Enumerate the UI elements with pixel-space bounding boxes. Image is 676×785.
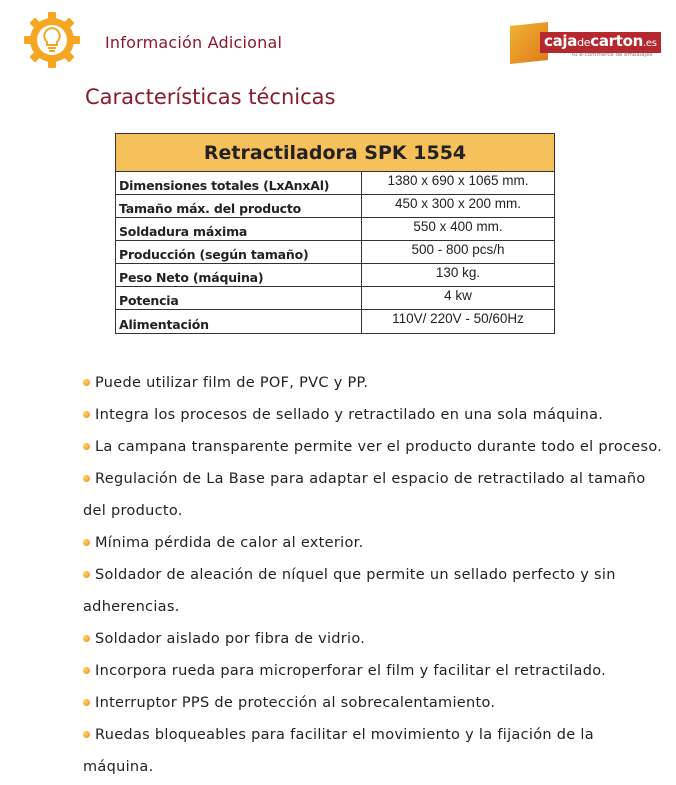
spec-value: 130 kg. xyxy=(435,265,481,280)
spec-row xyxy=(116,172,554,195)
spec-value: 1380 x 690 x 1065 mm. xyxy=(387,173,529,188)
logo-tagline: tu e-commerce de embalajes xyxy=(572,52,653,58)
bullet-icon xyxy=(83,635,90,642)
spec-value: 550 x 400 mm. xyxy=(413,219,503,234)
spec-row xyxy=(116,287,554,310)
spec-label: Tamaño máx. del producto xyxy=(116,195,362,217)
spec-table xyxy=(115,133,555,334)
logo-wordmark: cajadecarton.es xyxy=(540,32,661,53)
spec-label: Peso Neto (máquina) xyxy=(116,264,362,286)
bullet-icon xyxy=(83,731,90,738)
feature-item xyxy=(83,399,663,431)
spec-row xyxy=(116,241,554,264)
spec-label: Alimentación xyxy=(116,310,362,333)
bullet-icon xyxy=(83,571,90,578)
feature-text: Regulación de La Base para adaptar el espacio de retractilado al tamaño del producto. xyxy=(83,471,646,519)
spec-label: Producción (según tamaño) xyxy=(116,241,362,263)
bullet-icon xyxy=(83,667,90,674)
spec-row xyxy=(116,218,554,241)
spec-value: 110V/ 220V - 50/60Hz xyxy=(392,311,524,326)
page-header-title: Información Adicional xyxy=(105,33,283,52)
bullet-icon xyxy=(83,539,90,546)
bullet-icon xyxy=(83,379,90,386)
bullet-icon xyxy=(83,443,90,450)
feature-item xyxy=(83,655,663,687)
feature-text: Ruedas bloqueables para facilitar el movimiento y la fijación de la máquina. xyxy=(83,727,594,775)
feature-item xyxy=(83,463,663,527)
spec-value: 4 kw xyxy=(444,288,472,303)
feature-list xyxy=(83,367,663,783)
spec-label: Potencia xyxy=(116,287,362,309)
feature-text: Interruptor PPS de protección al sobrecalentamiento. xyxy=(95,695,496,711)
feature-item xyxy=(83,367,663,399)
feature-item xyxy=(83,687,663,719)
feature-text: Incorpora rueda para microperforar el film y facilitar el retractilado. xyxy=(95,663,607,679)
lightbulb-gear-icon xyxy=(22,10,82,70)
bullet-icon xyxy=(83,411,90,418)
feature-text: La campana transparente permite ver el producto durante todo el proceso. xyxy=(95,439,663,455)
feature-text: Soldador aislado por fibra de vidrio. xyxy=(95,631,366,647)
feature-text: Integra los procesos de sellado y retractilado en una sola máquina. xyxy=(95,407,604,423)
feature-item xyxy=(83,527,663,559)
spec-row xyxy=(116,310,554,333)
spec-table-title: Retractiladora SPK 1554 xyxy=(116,134,554,172)
feature-item xyxy=(83,623,663,655)
spec-label: Dimensiones totales (LxAnxAl) xyxy=(116,172,362,194)
spec-value: 450 x 300 x 200 mm. xyxy=(394,196,522,211)
brand-logo[interactable] xyxy=(510,24,657,62)
feature-item xyxy=(83,719,663,783)
spec-value: 500 - 800 pcs/h xyxy=(411,242,505,257)
spec-label: Soldadura máxima xyxy=(116,218,362,240)
feature-text: Puede utilizar film de POF, PVC y PP. xyxy=(95,375,369,391)
spec-row xyxy=(116,264,554,287)
feature-item xyxy=(83,559,663,623)
feature-text: Mínima pérdida de calor al exterior. xyxy=(95,535,364,551)
bullet-icon xyxy=(83,475,90,482)
section-title: Características técnicas xyxy=(85,85,336,109)
feature-item xyxy=(83,431,663,463)
feature-text: Soldador de aleación de níquel que permite un sellado perfecto y sin adherencias. xyxy=(83,567,616,615)
bullet-icon xyxy=(83,699,90,706)
spec-row xyxy=(116,195,554,218)
